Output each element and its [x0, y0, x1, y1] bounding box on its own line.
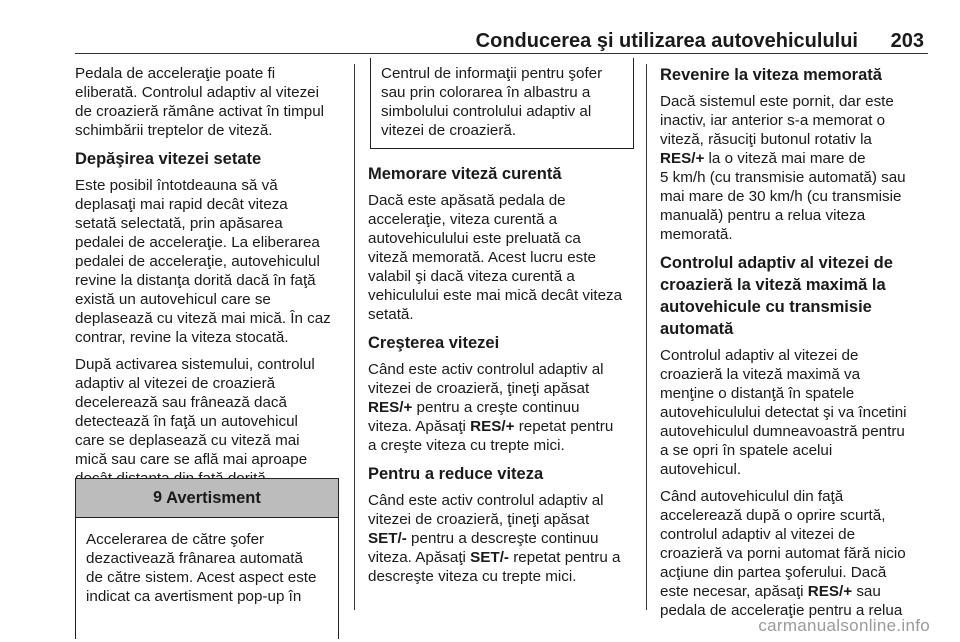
- warning-title: Avertisment: [166, 488, 261, 507]
- column-left: [75, 64, 343, 496]
- res-key-label: RES/+: [807, 583, 853, 600]
- page-header: [0, 0, 960, 50]
- intro-paragraph: Pedala de acceleraţie poate fi eliberată. Controlul adaptiv al vitezei de croazieră rămâne activat în timpul schimbării treptelor de viteză.: [75, 65, 325, 139]
- page-title: Conducerea şi utilizarea autovehiculului: [475, 30, 858, 52]
- activation-paragraph: După activarea sistemului, controlul adaptiv al vitezei de croazieră decelerează sau frânează dacă detectează în faţă un autovehicul care se deplasează cu viteză mai mică sau care se află mai aproape: [75, 356, 315, 468]
- warning-body: [76, 518, 338, 606]
- page-number: 203: [890, 30, 924, 52]
- section-heading-store-speed: Memorare viteză curentă: [368, 165, 562, 183]
- overtake-paragraph: Este posibil întotdeauna să vă deplasaţi mai rapid decât viteza setată selectată, prin apăsarea pedalei de acceleraţie. La eliberarea pedalei de acceleraţie, autovehiculul revine la distanţa dorită dacă în faţă există un autovehicul care se deplasează cu viteză mai mică. În caz contrar, revine la viteza stocată.: [75, 177, 331, 346]
- header-rule: [75, 53, 928, 54]
- warning-box: [75, 478, 339, 639]
- section-heading-increase-speed: Creşterea vitezei: [368, 334, 500, 352]
- section-heading-overtake: Depăşirea vitezei setate: [75, 150, 262, 168]
- warning-continuation-box: [370, 58, 634, 149]
- warning-text: Accelerarea de către şofer dezactivează frânarea automată de către sistem. Acest aspect este indicat ca avertisment pop-up în: [86, 531, 317, 605]
- set-key-label: SET/-: [368, 530, 407, 547]
- column-right: [660, 64, 928, 628]
- section-heading-max-speed: Controlul adaptiv al vitezei de croazieră la viteză maximă la autovehicule cu transmisie automată: [660, 254, 893, 338]
- res-key-label: RES/+: [470, 418, 515, 435]
- column-divider: [354, 64, 355, 610]
- decrease-speed-paragraph: Când este activ controlul adaptiv al vitezei de croazieră, ţineţi apăsat SET/- pentru a descreşte continuu viteza. Apăsaţi SET/- repetat pentru a descreşte viteza cu trepte mici.: [368, 492, 621, 585]
- increase-speed-paragraph: Când este activ controlul adaptiv al vitezei de croazieră, ţineţi apăsat RES/+ pentru a creşte continuu viteza. Apăsaţi RES/+ repetat pentru a creşte viteza cu trepte mici.: [368, 361, 614, 454]
- set-key-label: SET/-: [470, 549, 509, 566]
- watermark: carmanualsonline.info: [758, 616, 930, 635]
- store-speed-paragraph: Dacă este apăsată pedala de acceleraţie, viteza curentă a autovehiculului este preluată ca viteză memorată. Acest lucru este valabil şi dacă viteza curentă a vehiculului este mai mică decât viteza setată.: [368, 192, 623, 323]
- resume-paragraph: Dacă sistemul este pornit, dar este inactiv, iar anterior s-a memorat o viteză, răsuciţi butonul rotativ la RES/+ la o viteză mai mare de 5 km/h (cu transmisie automată) sau mai mare de 30 km/h (cu transmisie manuală) pentru a relua viteza memorată.: [660, 93, 906, 243]
- warning-icon: 9: [153, 489, 163, 506]
- res-key-label: RES/+: [368, 399, 413, 416]
- warning-continuation-text: Centrul de informaţii pentru şofer sau prin colorarea în albastru a simbolului controlului adaptiv al vitezei de croazieră.: [381, 65, 603, 139]
- section-heading-decrease-speed: Pentru a reduce viteza: [368, 465, 544, 483]
- max-speed-paragraph: Controlul adaptiv al vitezei de croazieră la viteză maximă va menţine o distanţă în spatele autovehiculului detectat şi va încetini autovehiculul dumneavoastră pentru a se opri în spatele acelui autovehicul.: [660, 347, 907, 478]
- res-key-label: RES/+: [660, 150, 705, 167]
- column-middle: [368, 64, 634, 594]
- column-divider: [646, 64, 647, 610]
- section-heading-resume: Revenire la viteza memorată: [660, 66, 882, 84]
- warning-header: [76, 479, 338, 518]
- stop-go-paragraph: Când autovehiculul din faţă accelerează după o oprire scurtă, controlul adaptiv al vitezei de croazieră va porni automat fără nicio acţiune din partea şoferului. Dacă este necesar, apăsaţi RES/+ sau pedala de acceleraţie pentru a relua: [660, 488, 906, 619]
